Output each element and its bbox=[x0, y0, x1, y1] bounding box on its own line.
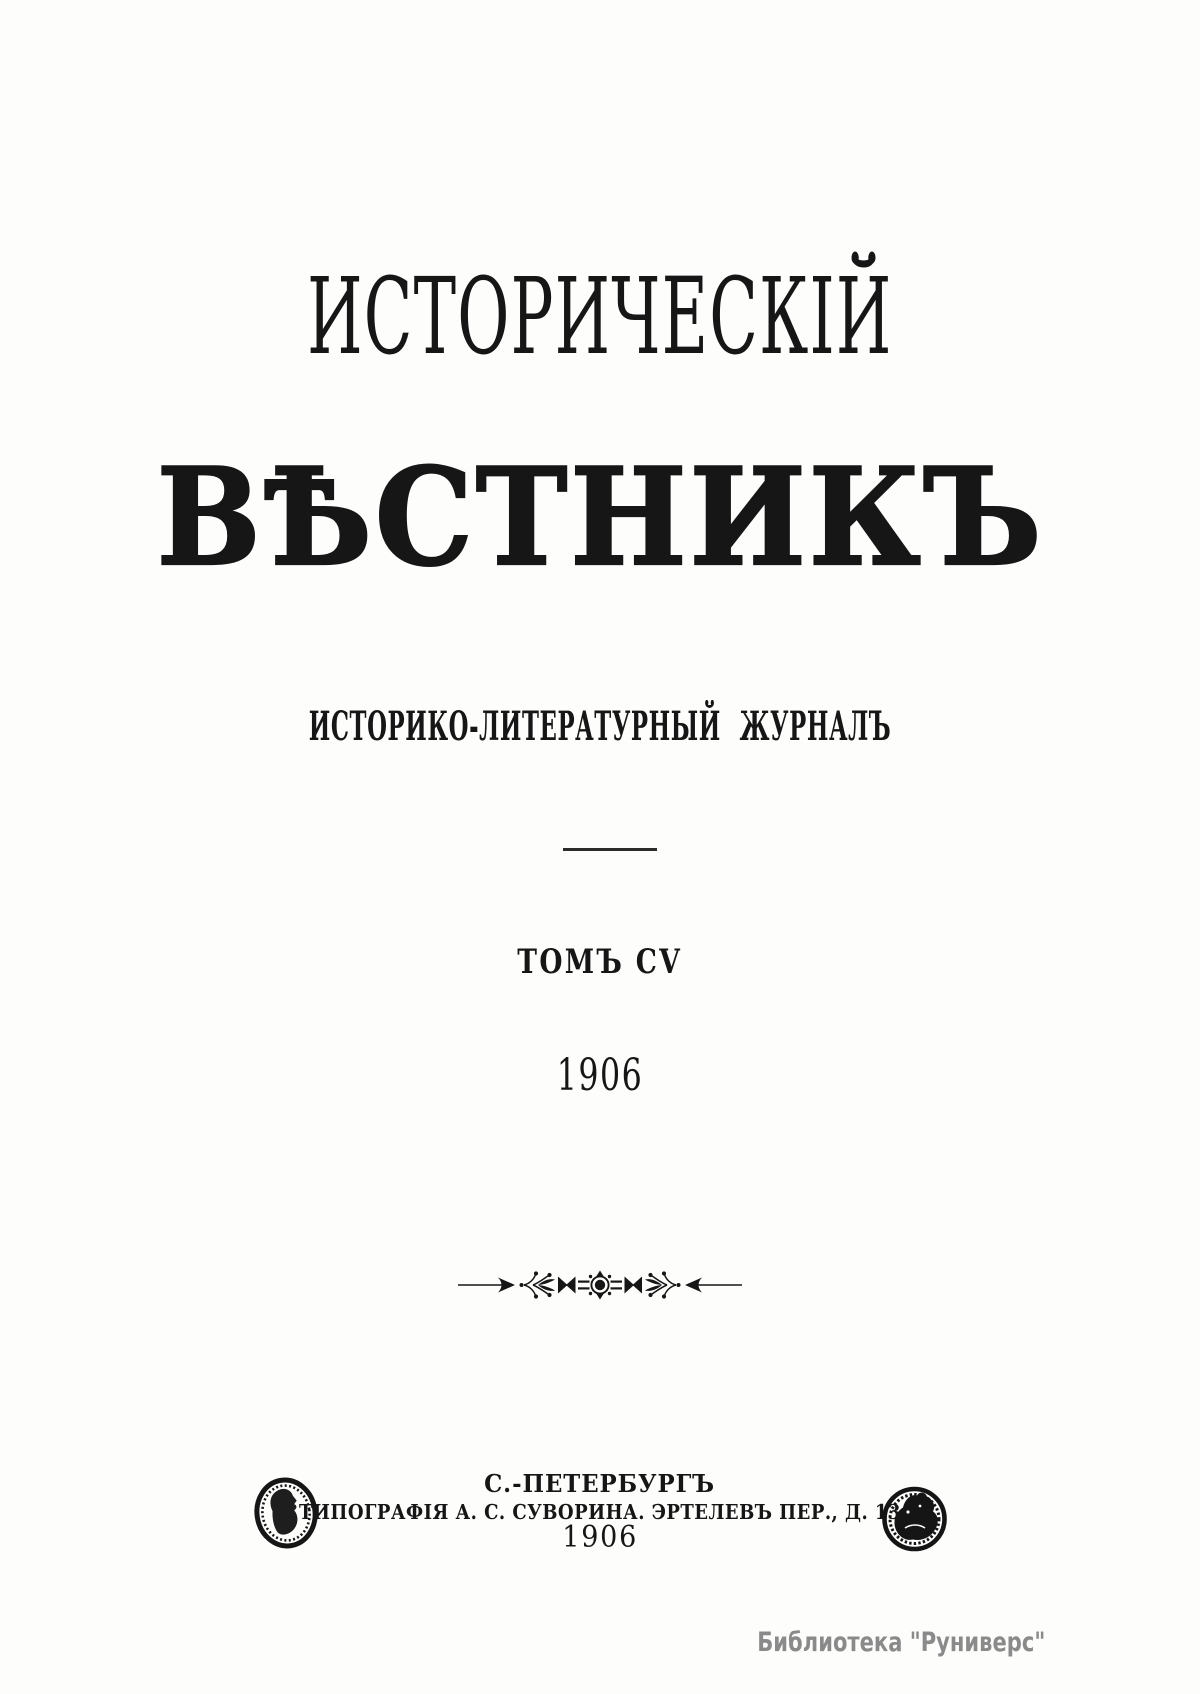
volume-year-text: 1906 bbox=[556, 1050, 644, 1101]
journal-subtitle bbox=[0, 703, 1200, 750]
journal-title-line2 bbox=[0, 438, 1200, 596]
library-watermark: Библиотека "Руниверс" bbox=[756, 1627, 1045, 1658]
journal-title-line1 bbox=[0, 255, 1200, 378]
volume-label-text: ТОМЪ CV bbox=[517, 942, 683, 982]
imprint-city bbox=[0, 1469, 1200, 1498]
journal-title-line1-text: ИСТОРИЧЕСКІЙ bbox=[307, 255, 893, 378]
imprint-city-text: С.-ПЕТЕРБУРГЪ bbox=[484, 1469, 716, 1498]
imprint-year-text: 1906 bbox=[562, 1520, 638, 1555]
arrow-floral-ornament-icon bbox=[455, 1267, 745, 1303]
volume-label bbox=[0, 942, 1200, 982]
imprint-printer-text: ТИПОГРАФІЯ А. С. СУВОРИНА. ЭРТЕЛЕВЪ ПЕР., Д. 13 bbox=[299, 1500, 901, 1524]
divider-rule bbox=[563, 848, 657, 851]
journal-subtitle-text: ИСТОРИКО-ЛИТЕРАТУРНЫЙ ЖУРНАЛЪ bbox=[308, 703, 892, 750]
volume-year bbox=[0, 1050, 1200, 1101]
imprint-year bbox=[0, 1520, 1200, 1555]
journal-title-line2-text: ВѢСТНИКЪ bbox=[156, 438, 1044, 596]
